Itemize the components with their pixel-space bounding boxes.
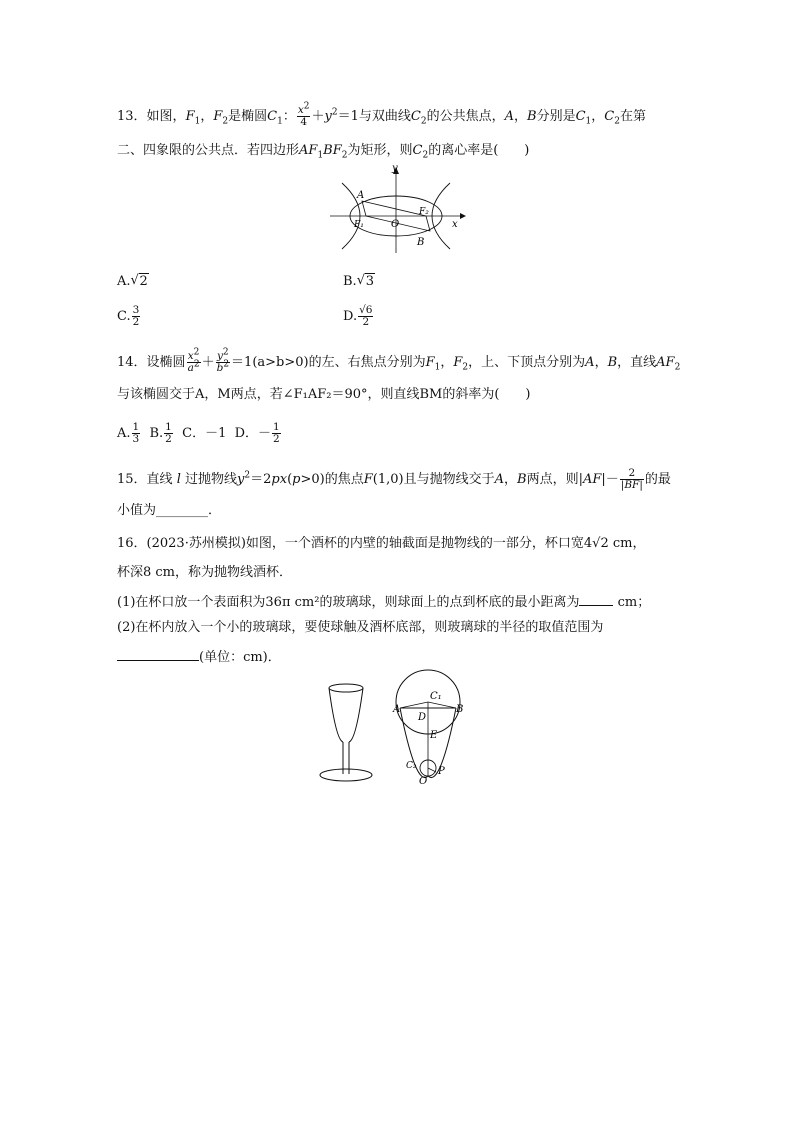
glass-base: [320, 769, 372, 781]
q13-option-b: B.√ 3: [343, 273, 375, 291]
q13-option-a: A.√ 2: [117, 273, 149, 291]
x-arrow-icon: [460, 213, 466, 219]
segment-c2p: [428, 768, 436, 772]
glass-bowl: [329, 688, 363, 742]
answer-blank-2[interactable]: [117, 648, 199, 661]
q13-option-c: C. $\frac{3}{2}$: [117, 304, 140, 328]
q13-line1: 13．如图，$F_1$，$F_2$是椭圆$C_1$： $\frac{x^2}{4}$ $+y^2=1$与双曲线$C_2$的公共焦点，A，B分别是$C_1$，$C_2$在第: [117, 101, 646, 128]
label-p: P: [438, 766, 445, 777]
segment-ac1: [400, 702, 428, 708]
q16-line4: (2)在杯内放入一个小的玻璃球，要使球触及酒杯底部，则玻璃球的半径的取值范围为: [117, 620, 604, 635]
label-x: x: [452, 219, 458, 230]
label-o: O: [391, 219, 400, 230]
q16-line3: (1)在杯口放一个表面积为36π cm²的玻璃球，则球面上的点到杯底的最小距离为 cm；: [117, 595, 651, 610]
q15-line1: 15．直线 l 过抛物线$y^2=2px(p>0)$的焦点F(1,0)且与抛物线交于A，B两点，则|AF|－ $\frac{2}{|BF|}$ 的最: [117, 467, 671, 491]
segment-bc1: [428, 702, 456, 708]
q13-line2: 二、四象限的公共点．若四边形$AF_1BF_2$为矩形，则$C_2$的离心率是( ): [117, 143, 530, 161]
label-f1: F₁: [354, 220, 364, 230]
label-a: A: [357, 190, 365, 201]
q16-line5: (单位：cm)．: [117, 648, 281, 667]
label-a: A: [393, 704, 401, 715]
label-f2: F₂: [419, 207, 429, 217]
wine-glass-figure: [314, 682, 380, 784]
q15-line2: 小值为________．: [117, 503, 222, 518]
label-d: D: [418, 712, 427, 723]
parabola-figure: [390, 668, 470, 786]
label-b: B: [456, 704, 464, 715]
label-c2: C₂: [406, 761, 417, 771]
q13-number: 13．: [117, 109, 147, 124]
q16-line2: 杯深8 cm，称为抛物线酒杯．: [117, 565, 293, 580]
label-b: B: [417, 237, 425, 248]
q14-options: A. $\frac{1}{3}$ B. $\frac{1}{2}$ C．－1 D．－ $\frac{1}{2}$: [117, 421, 280, 445]
q14-line2: 与该椭圆交于A，M两点，若∠F₁AF₂＝90°，则直线BM的斜率为( ): [117, 387, 531, 402]
q16-line1: 16．(2023·苏州模拟)如图，一个酒杯的内壁的轴截面是抛物线的一部分，杯口宽4√2 cm，: [117, 536, 646, 551]
answer-blank-1[interactable]: [579, 593, 613, 606]
glass-rim: [329, 684, 363, 692]
q13-option-d: D. $\frac{√6}{2}$: [343, 304, 373, 328]
label-o: O: [419, 776, 428, 786]
label-y: y: [392, 163, 398, 174]
q14-line1: 14．设椭圆 $\frac{x^2}{a^2}$ ＋ $\frac{y^2}{b^2}$ ＝1(a>b>0)的左、右焦点分别为$F_1$，$F_2$，上、下顶点分别为A，B，直线$AF_2$: [117, 347, 681, 374]
q13-figure: [328, 163, 468, 255]
label-c1: C₁: [430, 691, 442, 702]
label-e: E: [430, 730, 438, 741]
